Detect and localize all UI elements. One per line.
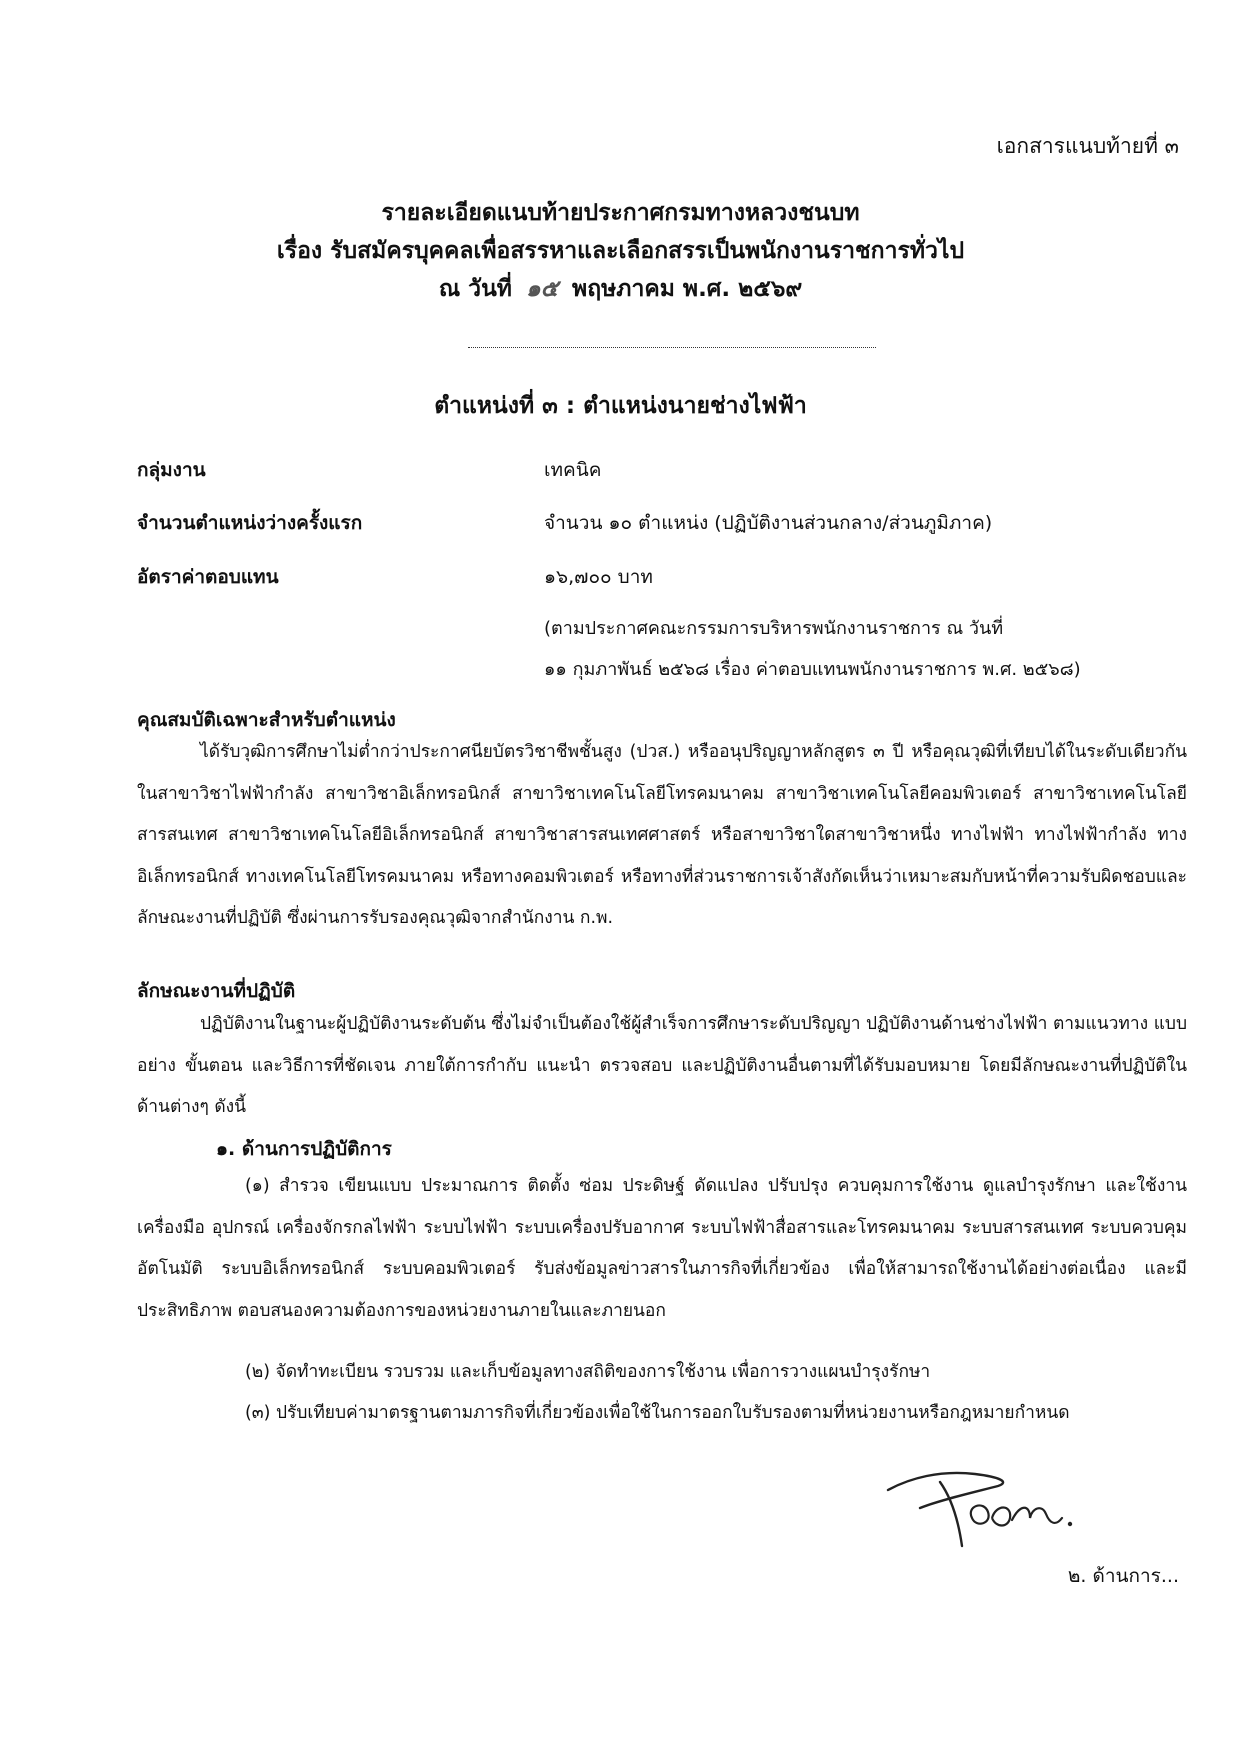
rate-value: ๑๖,๗๐๐ บาท [544, 566, 653, 588]
qualification-heading: คุณสมบัติเฉพาะสำหรับตำแหน่ง [137, 709, 396, 731]
group-label: กลุ่มงาน [137, 459, 206, 481]
header-subject: เรื่อง รับสมัครบุคคลเพื่อสรรหาและเลือกสรรเป็นพนักงานราชการทั่วไป [276, 238, 965, 264]
date-prefix: ณ วันที่ [438, 276, 512, 302]
qualification-text: ได้รับวุฒิการศึกษาไม่ต่ำกว่าประกาศนียบัตรวิชาชีพชั้นสูง (ปวส.) หรืออนุปริญญาหลักสูตร ๓ ปี หรือคุณวุฒิที่เทียบได้ในระดับเดียวกัน ในสาขาวิชาไฟฟ้ากำลัง สาขาวิชาอิเล็กทรอนิกส์ สาขาวิชาเทคโนโลยีโทรคมนาคม สาขาวิชาเทคโนโลยีคอมพิวเตอร์ สาขาวิชาเทคโนโลยีสารสนเทศ สาขาวิชาเทคโนโลยีอิเล็กทรอนิกส์ สาขาวิชาสารสนเทศศาสตร์ หรือสาขาวิชาใดสาขาวิชาหนึ่ง ทางไฟฟ้า ทางไฟฟ้ากำลัง ทางอิเล็กทรอนิกส์ ทางเทคโนโลยีโทรคมนาคม หรือทางคอมพิวเตอร์ หรือทางที่ส่วนราชการเจ้าสังกัดเห็นว่าเหมาะสมกับหน้าที่ความรับผิดชอบและลักษณะงานที่ปฏิบัติ ซึ่งผ่านการรับรองคุณวุฒิจากสำนักงาน ก.พ. [137, 742, 1187, 928]
dotted-divider [468, 347, 876, 348]
duty-item-3: (๓) ปรับเทียบค่ามาตรฐานตามภารกิจที่เกี่ยวข้องเพื่อใช้ในการออกใบรับรองตามที่หน่วยงานหรือกฎหมายกำหนด [245, 1403, 1070, 1423]
date-month-year: พฤษภาคม พ.ศ. ๒๕๖๙ [572, 276, 803, 302]
rate-note [544, 608, 1081, 690]
rate-note-line2: ๑๑ กุมภาพันธ์ ๒๕๖๘ เรื่อง ค่าตอบแทนพนักงานราชการ พ.ศ. ๒๕๖๘) [544, 659, 1081, 680]
header-date [0, 270, 1241, 308]
attachment-label: เอกสารแนบท้ายที่ ๓ [996, 134, 1179, 158]
rate-label: อัตราค่าตอบแทน [137, 566, 279, 588]
duties-heading: ลักษณะงานที่ปฏิบัติ [137, 980, 296, 1002]
handwritten-signature [880, 1448, 1080, 1558]
document-header [0, 194, 1241, 308]
date-day-handwritten: ๑๕ [526, 276, 559, 302]
group-value: เทคนิค [544, 459, 602, 481]
duty-item-2: (๒) จัดทำทะเบียน รวบรวม และเก็บข้อมูลทางสถิติของการใช้งาน เพื่อการวางแผนบำรุงรักษา [245, 1362, 931, 1382]
vacancy-label: จำนวนตำแหน่งว่างครั้งแรก [137, 512, 363, 534]
header-title: รายละเอียดแนบท้ายประกาศกรมทางหลวงชนบท [381, 200, 860, 226]
duties-paragraph [137, 1004, 1187, 1129]
vacancy-value: จำนวน ๑๐ ตำแหน่ง (ปฏิบัติงานส่วนกลาง/ส่วนภูมิภาค) [544, 512, 993, 534]
duty-item-1 [137, 1166, 1187, 1332]
qualification-paragraph [137, 732, 1187, 940]
duty-item-1-text: (๑) สำรวจ เขียนแบบ ประมาณการ ติดตั้ง ซ่อม ประดิษฐ์ ดัดแปลง ปรับปรุง ควบคุมการใช้งาน ดูแลบำรุงรักษา และใช้งานเครื่องมือ อุปกรณ์ เครื่องจักรกลไฟฟ้า ระบบไฟฟ้า ระบบเครื่องปรับอากาศ ระบบไฟฟ้าสื่อสารและโทรคมนาคม ระบบสารสนเทศ ระบบควบคุมอัตโนมัติ ระบบอิเล็กทรอนิกส์ ระบบคอมพิวเตอร์ รับส่งข้อมูลข่าวสารในภารกิจที่เกี่ยวข้อง เพื่อให้สามารถใช้งานได้อย่างต่อเนื่อง และมีประสิทธิภาพ ตอบสนองความต้องการของหน่วยงานภายในและภายนอก [137, 1176, 1187, 1321]
continued-marker: ๒. ด้านการ... [1067, 1565, 1179, 1587]
operations-subheading: ๑. ด้านการปฏิบัติการ [216, 1138, 392, 1160]
rate-note-line1: (ตามประกาศคณะกรรมการบริหารพนักงานราชการ ณ วันที่ [544, 618, 1004, 639]
duties-text: ปฏิบัติงานในฐานะผู้ปฏิบัติงานระดับต้น ซึ่งไม่จำเป็นต้องใช้ผู้สำเร็จการศึกษาระดับปริญญา ปฏิบัติงานด้านช่างไฟฟ้า ตามแนวทาง แบบอย่าง ขั้นตอน และวิธีการที่ชัดเจน ภายใต้การกำกับ แนะนำ ตรวจสอบ และปฏิบัติงานอื่นตามที่ได้รับมอบหมาย โดยมีลักษณะงานที่ปฏิบัติในด้านต่างๆ ดังนี้ [137, 1014, 1187, 1117]
position-title: ตำแหน่งที่ ๓ : ตำแหน่งนายช่างไฟฟ้า [434, 393, 807, 419]
